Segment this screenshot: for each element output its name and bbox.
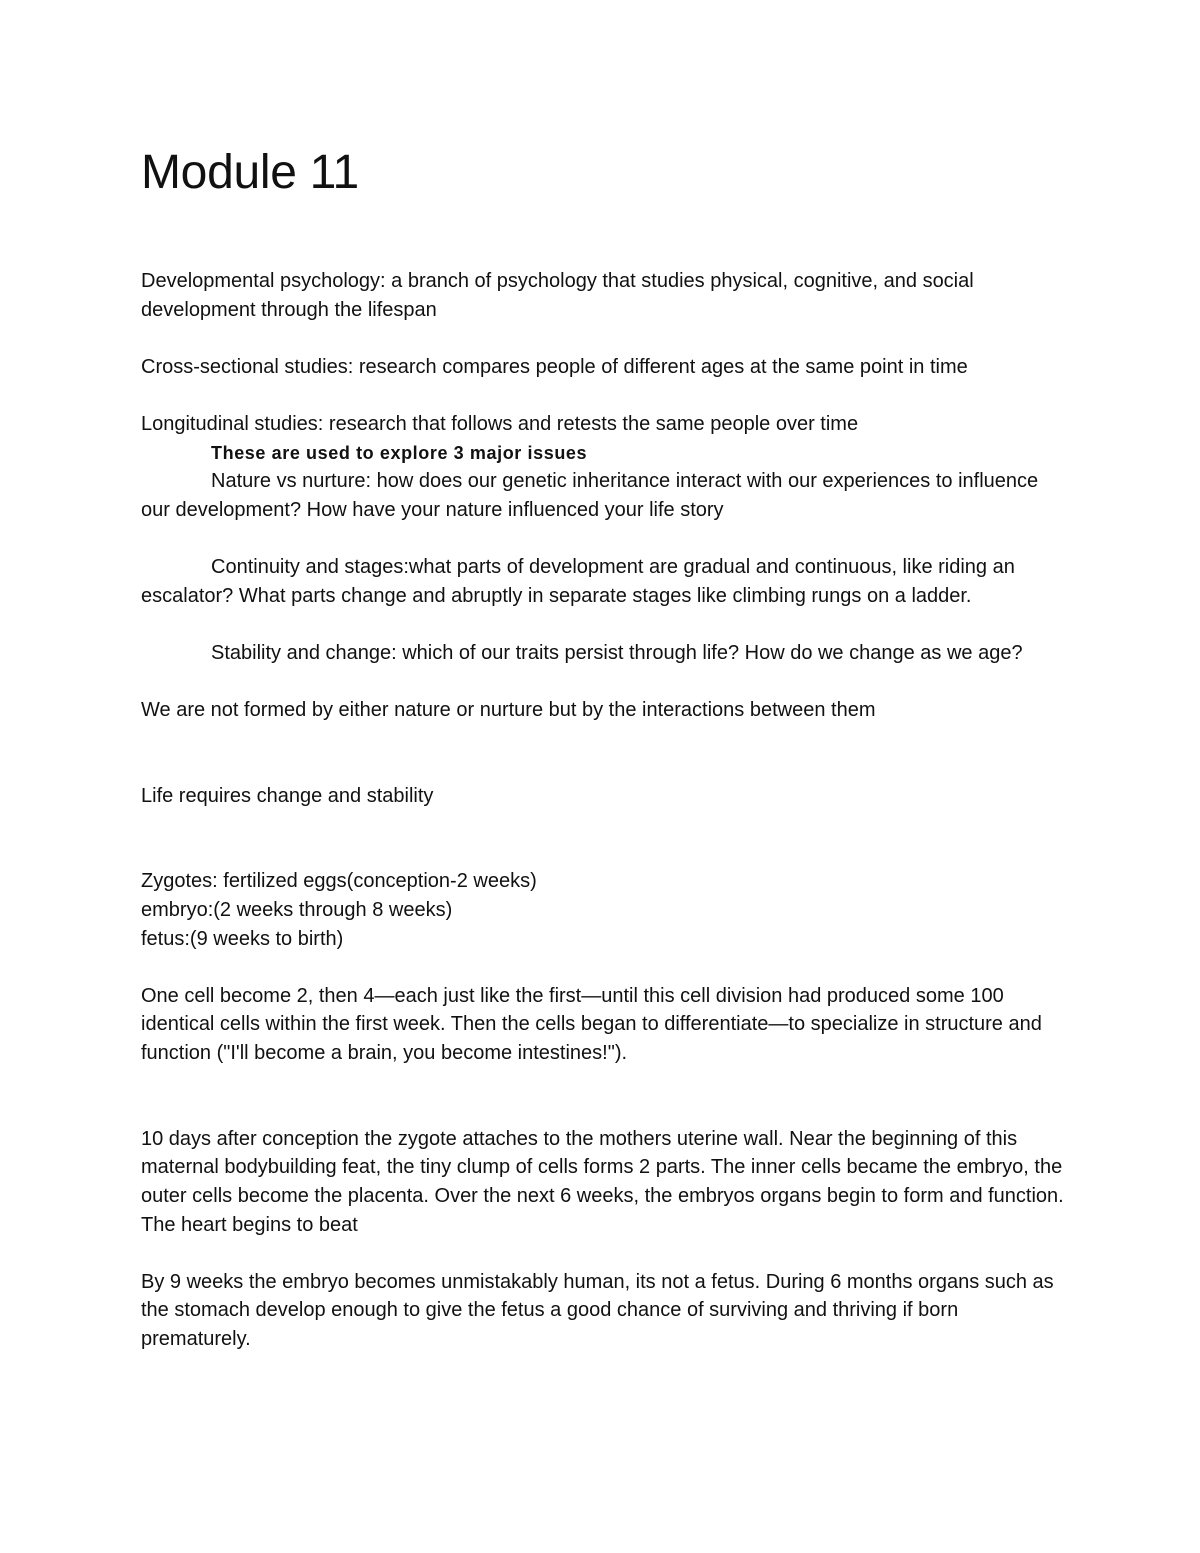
paragraph-9-weeks: By 9 weeks the embryo becomes unmistakably human, its not a fetus. During 6 months organs such as the stomach develop enough to give the fetus a good chance of surviving and thriving if born prematurely. bbox=[141, 1270, 1054, 1350]
spacer bbox=[141, 610, 1066, 639]
spacer bbox=[141, 324, 1066, 353]
paragraph-cell-division: One cell become 2, then 4—each just like the first—until this cell division had produced some 100 identical cells within the first week. Then the cells began to differentiate—to specialize in structure and function ("I'll become a brain, you become intestines!"). bbox=[141, 984, 1042, 1065]
issue-stability-and-change: Stability and change: which of our traits persist through life? How do we change as we age? bbox=[211, 641, 1023, 664]
spacer bbox=[141, 725, 1066, 782]
spacer bbox=[141, 667, 1066, 696]
paragraph-life-requires: Life requires change and stability bbox=[141, 784, 434, 807]
issue-nature-vs-nurture: Nature vs nurture: how does our genetic inheritance interact with our experiences to influence our development? How have your nature influenced your life story bbox=[141, 470, 1039, 521]
spacer bbox=[141, 524, 1066, 553]
spacer bbox=[141, 953, 1066, 982]
paragraph-cross-sectional: Cross-sectional studies: research compares people of different ages at the same point in time bbox=[141, 355, 968, 378]
document-body bbox=[141, 140, 1066, 1354]
subheading-major-issues: These are used to explore 3 major issues bbox=[211, 442, 588, 463]
page-title: Module 11 bbox=[141, 146, 359, 199]
spacer bbox=[141, 381, 1066, 410]
line-fetus: fetus:(9 weeks to birth) bbox=[141, 927, 344, 950]
issue-continuity-and-stages: Continuity and stages:what parts of development are gradual and continuous, like riding an escalator? What parts change and abruptly in separate stages like climbing rungs on a ladder. bbox=[141, 555, 1015, 607]
paragraph-10-days: 10 days after conception the zygote attaches to the mothers uterine wall. Near the beginning of this maternal bodybuilding feat, the tiny clump of cells forms 2 parts. The inner cells became the embryo, the outer cells become the placenta. Over the next 6 weeks, the embryos organs begin to form and function. The heart begins to beat bbox=[141, 1127, 1064, 1236]
paragraph-interactions: We are not formed by either nature or nurture but by the interactions between them bbox=[141, 698, 876, 721]
line-zygotes: Zygotes: fertilized eggs(conception-2 weeks) bbox=[141, 870, 537, 893]
spacer bbox=[141, 1239, 1066, 1268]
spacer bbox=[141, 810, 1066, 867]
line-embryo: embryo:(2 weeks through 8 weeks) bbox=[141, 899, 453, 922]
paragraph-longitudinal: Longitudinal studies: research that follows and retests the same people over time bbox=[141, 412, 859, 435]
spacer bbox=[141, 1068, 1066, 1125]
paragraph-developmental-psychology: Developmental psychology: a branch of psychology that studies physical, cognitive, and social development through the lifespan bbox=[141, 270, 974, 321]
